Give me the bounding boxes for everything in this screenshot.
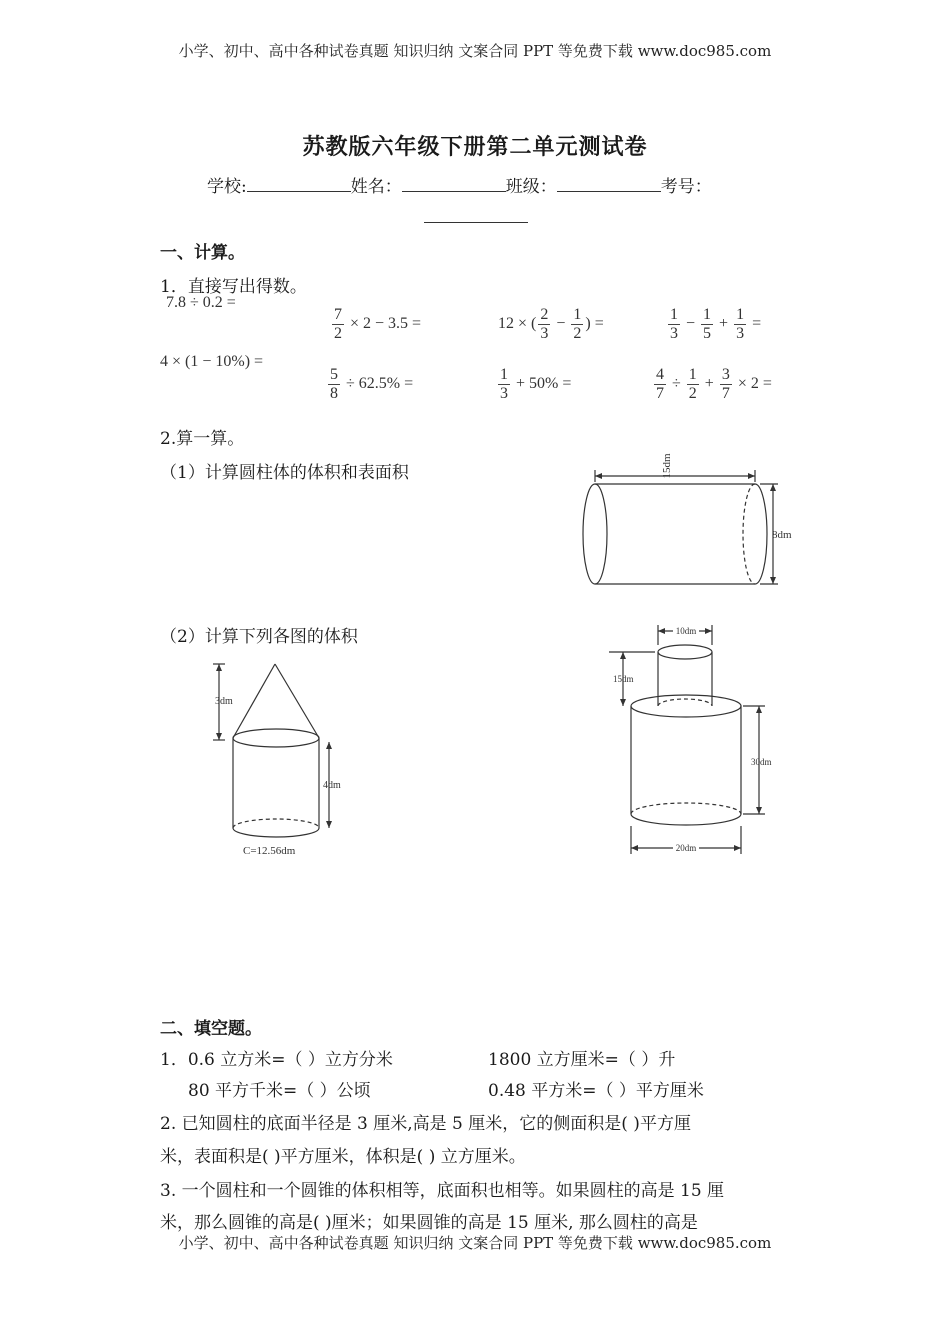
fig3-arrowhead xyxy=(734,845,741,851)
figure-cone-on-cylinder xyxy=(205,652,365,862)
fig3-bottom-diameter-label: 20dm xyxy=(675,843,697,853)
fill-q3-line1: 3. 一个圆柱和一个圆锥的体积相等，底面积也相等。如果圆柱的高是 15 厘 xyxy=(160,1181,725,1201)
fig2-circumference-label: C=12.56dm xyxy=(243,845,296,857)
fig1-arrowhead xyxy=(770,577,776,584)
figure-horizontal-cylinder xyxy=(570,448,810,598)
fig1-arrowhead xyxy=(770,484,776,491)
fig2-arrowhead xyxy=(216,664,222,671)
fill-q1a: 1．0.6 立方米=（ ）立方分米 xyxy=(160,1050,393,1070)
fraction: $\frac{1}{5}$ xyxy=(703,306,712,342)
q2-sub1: （1）计算圆柱体的体积和表面积 xyxy=(160,463,409,483)
class-blank[interactable] xyxy=(557,177,661,192)
fraction: $\frac{1}{2}$ xyxy=(573,306,582,342)
fraction: $\frac{1}{2}$ xyxy=(688,366,697,402)
section2-heading: 二、填空题。 xyxy=(160,1019,262,1039)
fig2-cyl-height-label: 4dm xyxy=(323,780,341,791)
fraction: $\frac{1}{3}$ xyxy=(500,366,508,402)
fig1-left-face xyxy=(583,484,607,584)
fill-q3-line2: 米，那么圆锥的高是( )厘米；如果圆锥的高是 15 厘米, 那么圆柱的高是 xyxy=(160,1213,698,1233)
fig3-arrowhead xyxy=(658,628,665,634)
fig3-arrowhead xyxy=(620,699,626,706)
fig2-arrowhead xyxy=(326,742,332,749)
expr-3: 12 × ( $\frac{2}{3}$ − $\frac{1}{2}$ ) = xyxy=(498,306,604,342)
fraction: $\frac{1}{3}$ xyxy=(736,306,745,342)
fig3-small-bottom-hidden xyxy=(658,699,712,706)
fig3-top-diameter-label: 10dm xyxy=(675,626,697,636)
fig2-arrowhead xyxy=(216,733,222,740)
fraction: $\frac{7}{2}$ xyxy=(334,306,342,342)
fraction: $\frac{1}{3}$ xyxy=(670,306,678,342)
expr-4: $\frac{1}{3}$ − $\frac{1}{5}$ + $\frac{1}{3}$ = xyxy=(670,306,762,342)
fig1-arrowhead xyxy=(595,473,602,479)
fig3-big-top xyxy=(631,695,741,717)
fig1-height-label: 8dm xyxy=(772,529,792,541)
expr-6: $\frac{5}{8}$ ÷ 62.5% = xyxy=(330,366,414,402)
fig3-arrowhead xyxy=(756,706,762,713)
fraction: $\frac{2}{3}$ xyxy=(540,306,549,342)
fig3-arrowhead xyxy=(756,807,762,814)
fig3-arrowhead xyxy=(620,652,626,659)
fig3-small-top xyxy=(658,645,712,659)
expr-5: 4 × (1 − 10%) = xyxy=(160,353,264,370)
expr-8: $\frac{4}{7}$ ÷ $\frac{1}{2}$ + $\frac{3}{7}$ × 2 = xyxy=(656,366,772,402)
q2-sub2: （2）计算下列各图的体积 xyxy=(160,627,358,647)
fig1-length-label: 15dm xyxy=(661,453,673,479)
page-footer: 小学、初中、高中各种试卷真题 知识归纳 文案合同 PPT 等免费下载 www.doc985.com xyxy=(178,1234,772,1252)
fig1-right-face-front xyxy=(755,484,767,584)
fig2-cone-right-edge xyxy=(275,664,319,738)
fraction: $\frac{5}{8}$ xyxy=(330,366,338,402)
fig1-right-face-hidden xyxy=(743,484,755,584)
fig2-base-hidden xyxy=(233,819,319,828)
expr-7: $\frac{1}{3}$ + 50% = xyxy=(500,366,572,402)
fig2-cone-height-label: 3dm xyxy=(215,696,233,707)
fig1-arrowhead xyxy=(748,473,755,479)
student-info-row xyxy=(207,172,712,197)
fig2-cone-left-edge xyxy=(233,664,275,738)
fig2-arrowhead xyxy=(326,821,332,828)
q1-title: 1．直接写出得数。 xyxy=(160,277,307,297)
fig2-top-ellipse xyxy=(233,729,319,747)
school-label: 学校: xyxy=(207,177,247,197)
name-blank[interactable] xyxy=(402,177,506,192)
fig3-arrowhead xyxy=(631,845,638,851)
fig3-arrowhead xyxy=(705,628,712,634)
school-blank[interactable] xyxy=(247,177,351,192)
fig3-big-base-front xyxy=(631,814,741,825)
page-header: 小学、初中、高中各种试卷真题 知识归纳 文案合同 PPT 等免费下载 www.doc985.com xyxy=(178,42,772,60)
fig3-big-base-hidden xyxy=(631,803,741,814)
name-label: 姓名： xyxy=(350,177,402,197)
q2-title: 2.算一算。 xyxy=(160,429,245,449)
fig2-base-front xyxy=(233,828,319,837)
fill-q1d: 0.48 平方米=（ ）平方厘米 xyxy=(488,1081,704,1101)
class-label: 班级： xyxy=(505,177,557,197)
exam-no-label: 考号： xyxy=(660,177,712,197)
fraction: $\frac{3}{7}$ xyxy=(721,366,730,402)
section1-heading: 一、计算。 xyxy=(160,243,245,263)
fill-q1b: 1800 立方厘米=（ ）升 xyxy=(488,1050,676,1070)
expr-2: $\frac{7}{2}$ × 2 − 3.5 = xyxy=(334,306,422,342)
fill-q1c: 80 平方千米=（ ）公顷 xyxy=(188,1081,371,1101)
fig3-top-height-label: 15dm xyxy=(613,674,634,684)
page-title: 苏教版六年级下册第二单元测试卷 xyxy=(302,134,648,160)
fraction: $\frac{4}{7}$ xyxy=(656,366,664,402)
expr-1: 7.8 ÷ 0.2 = xyxy=(166,294,236,311)
fill-q2-line2: 米，表面积是( )平方厘米，体积是( ) 立方厘米。 xyxy=(160,1147,526,1167)
exam-no-blank[interactable] xyxy=(424,222,528,223)
figure-stacked-cylinders xyxy=(605,620,795,860)
fill-q2-line1: 2. 已知圆柱的底面半径是 3 厘米,高是 5 厘米，它的侧面积是( )平方厘 xyxy=(160,1114,691,1134)
fig3-bottom-height-label: 30dm xyxy=(751,757,772,767)
